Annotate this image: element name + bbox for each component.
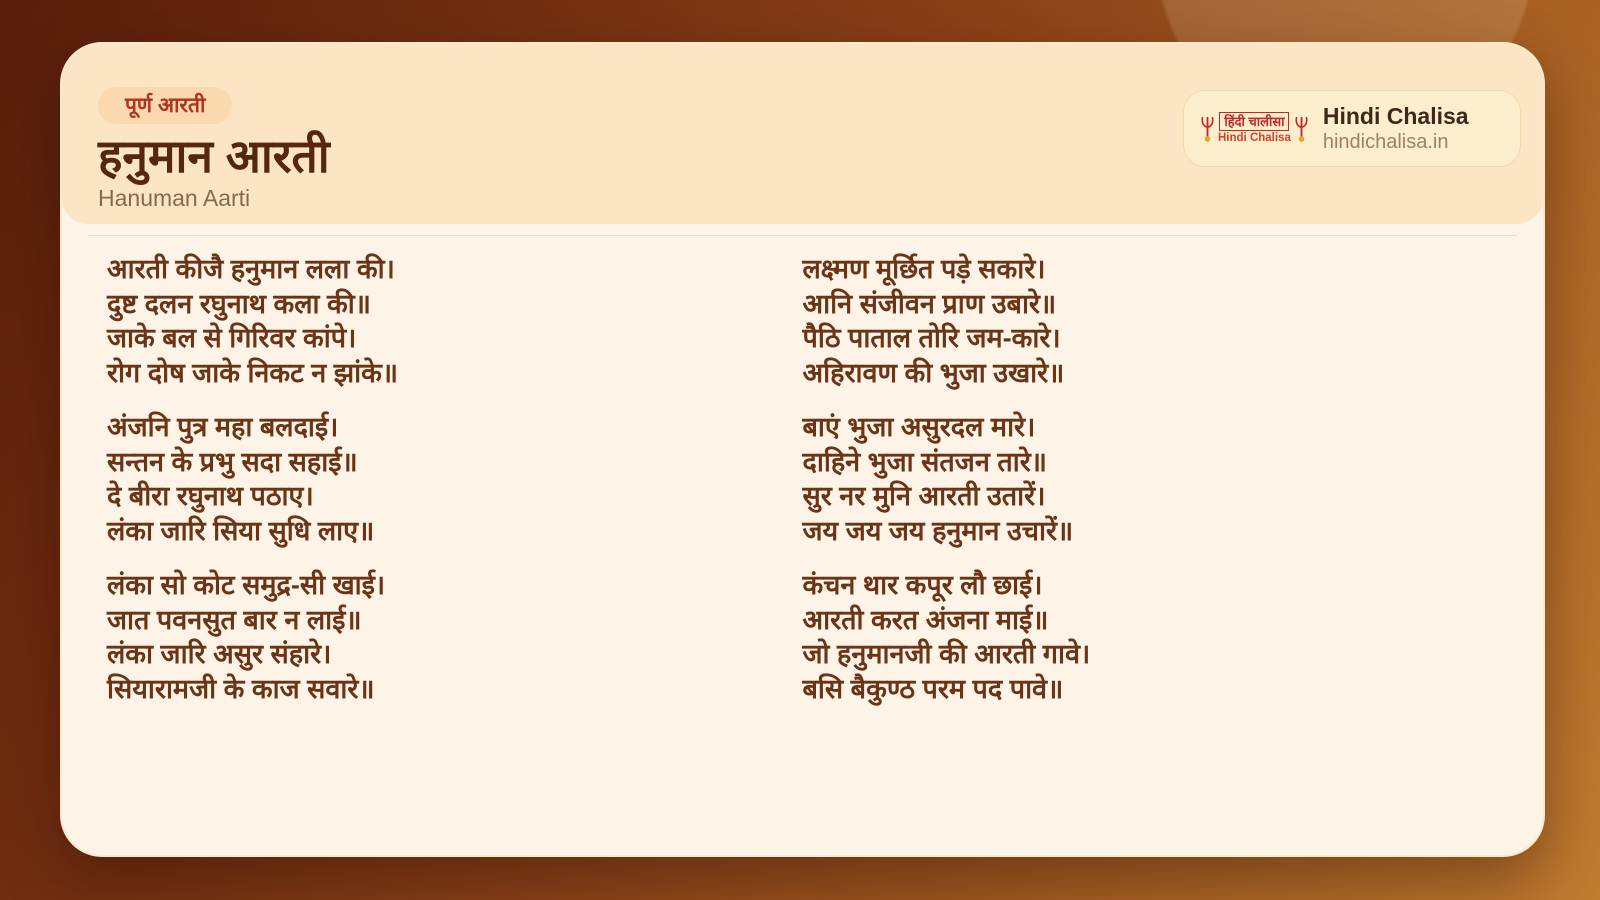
aarti-type-badge: पूर्ण आरती xyxy=(98,87,232,124)
verse-line: आरती करत अंजना माई॥ xyxy=(802,604,1049,635)
verse-line: दाहिने भुजा संतजन तारे॥ xyxy=(802,446,1047,477)
verse-line: लंका सो कोट समुद्र-सी खाई। xyxy=(107,570,386,600)
verse-line: आरती कीजै हनुमान लला की। xyxy=(107,254,395,284)
verses-section xyxy=(62,236,1543,726)
trident-icon xyxy=(1200,112,1215,146)
verse-line: सुर नर मुनि आरती उतारें। xyxy=(802,481,1046,511)
verse-line: पैठि पाताल तोरि जम-कारे। xyxy=(802,323,1061,353)
verse-stanza xyxy=(107,568,803,706)
verse-line: दे बीरा रघुनाथ पठाए। xyxy=(107,481,314,511)
verse-line: अंजनि पुत्र महा बलदाई। xyxy=(107,412,339,442)
brand-logo-english-label: Hindi Chalisa xyxy=(1218,132,1291,144)
verse-line: जात पवनसुत बार न लाई॥ xyxy=(107,604,362,635)
content-card xyxy=(60,42,1545,857)
verse-line: कंचन थार कपूर लौ छाई। xyxy=(802,570,1043,600)
brand-logo xyxy=(1200,112,1309,146)
verse-line: आनि संजीवन प्राण उबारे॥ xyxy=(802,288,1057,319)
verse-line: लंका जारि असुर संहारे। xyxy=(107,639,332,669)
verse-stanza xyxy=(803,252,1499,390)
brand-logo-hindi-label: हिंदी चालीसा xyxy=(1219,112,1289,131)
page-header xyxy=(62,44,1543,224)
page-title: हनुमान आरती xyxy=(98,130,330,182)
brand-logo-text xyxy=(1218,112,1291,145)
verse-line: लक्ष्मण मूर्छित पड़े सकारे। xyxy=(802,254,1046,284)
verse-line: सन्तन के प्रभु सदा सहाई॥ xyxy=(107,446,358,477)
trident-icon xyxy=(1294,112,1309,146)
verse-line: जय जय जय हनुमान उचारें॥ xyxy=(802,515,1074,546)
verse-line: बाएं भुजा असुरदल मारे। xyxy=(802,412,1036,442)
page-subtitle: Hanuman Aarti xyxy=(98,184,251,211)
verse-line: बसि बैकुण्ठ परम पद पावे॥ xyxy=(802,673,1064,704)
verse-line: लंका जारि सिया सुधि लाए॥ xyxy=(107,515,375,546)
verse-column-left xyxy=(107,252,803,726)
verse-line: जाके बल से गिरिवर कांपे। xyxy=(107,323,357,353)
verse-line: दुष्ट दलन रघुनाथ कला की॥ xyxy=(107,288,371,319)
verse-stanza xyxy=(107,252,803,390)
verse-stanza xyxy=(803,568,1499,706)
verse-line: अहिरावण की भुजा उखारे॥ xyxy=(802,357,1065,388)
verse-line: रोग दोष जाके निकट न झांके॥ xyxy=(107,357,399,388)
verse-line: सियारामजी के काज सवारे॥ xyxy=(107,673,375,704)
brand-name: Hindi Chalisa xyxy=(1322,102,1469,129)
verse-stanza xyxy=(107,410,803,548)
verse-line: जो हनुमानजी की आरती गावे। xyxy=(802,639,1091,669)
verse-stanza xyxy=(803,410,1499,548)
brand-domain: hindichalisa.in xyxy=(1322,131,1449,154)
brand-link[interactable] xyxy=(1183,90,1521,167)
brand-text-block xyxy=(1323,103,1469,155)
verse-column-right xyxy=(803,252,1499,726)
